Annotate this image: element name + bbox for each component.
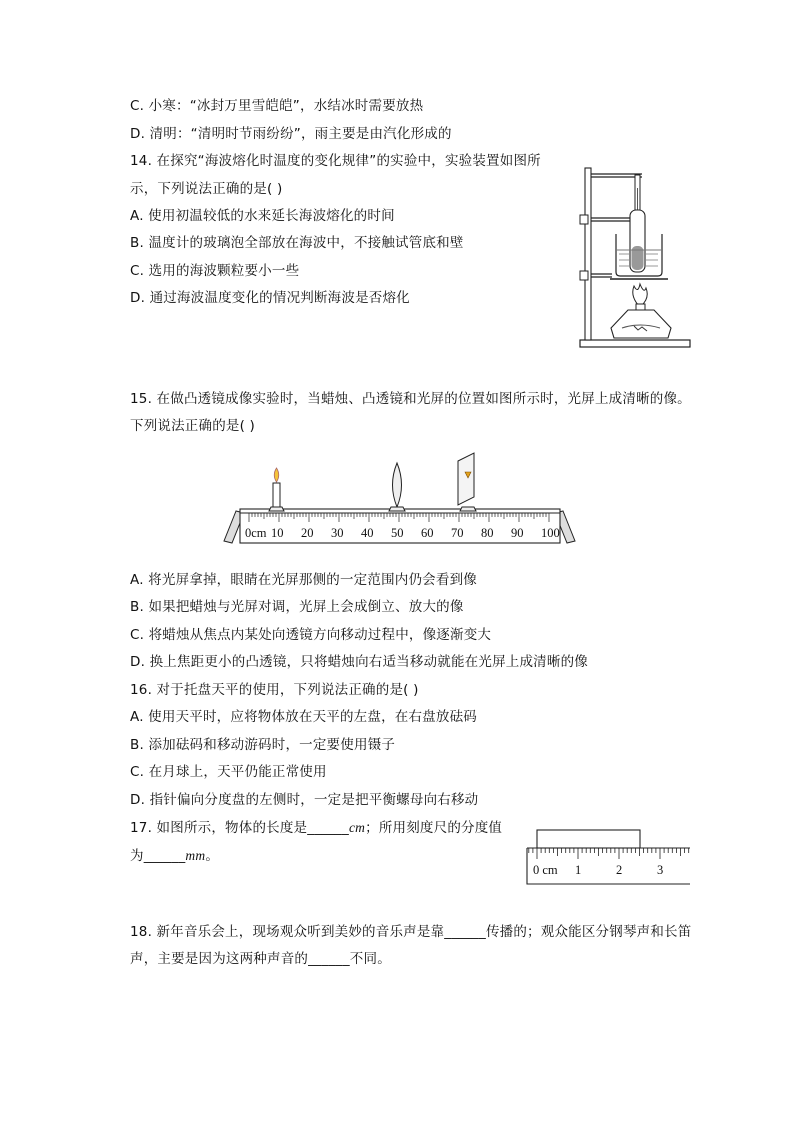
light-screen bbox=[458, 453, 474, 505]
ruler-label: 1 bbox=[575, 863, 582, 877]
q15-stem-line2: 下列说法正确的是( ) bbox=[130, 418, 256, 434]
q15-option-b: B. 如果把蜡烛与光屏对调，光屏上会成倒立、放大的像 bbox=[130, 599, 464, 615]
option-d-qingming: D. 清明：“清明时节雨纷纷”，雨主要是由汽化形成的 bbox=[130, 126, 452, 142]
q17-stem-line1 bbox=[130, 818, 502, 838]
bench-label: 50 bbox=[391, 526, 404, 540]
option-c-xiaohan: C. 小寒：“冰封万里雪皑皑”，水结冰时需要放热 bbox=[130, 98, 424, 114]
q17-stem-line2 bbox=[130, 846, 219, 866]
q17-line2-post: 。 bbox=[205, 848, 220, 864]
q15-stem-line1: 15. 在做凸透镜成像实验时，当蜡烛、凸透镜和光屏的位置如图所示时，光屏上成清晰的像。 bbox=[130, 391, 691, 407]
candle-flame bbox=[274, 468, 279, 482]
bench-label: 80 bbox=[481, 526, 494, 540]
q16-option-c: C. 在月球上，天平仍能正常使用 bbox=[130, 764, 327, 780]
stand-rod bbox=[585, 168, 591, 340]
melting-apparatus-figure bbox=[572, 158, 694, 356]
q14-stem-line2: 示，下列说法正确的是( ) bbox=[130, 181, 283, 197]
ruler-figure bbox=[526, 828, 692, 886]
optical-bench-figure bbox=[222, 445, 577, 545]
q17-line2-pre: 为______ bbox=[130, 848, 186, 864]
q17-unit-cm: cm bbox=[348, 820, 366, 835]
q14-option-a: A. 使用初温较低的水来延长海波熔化的时间 bbox=[130, 208, 395, 224]
candle bbox=[273, 483, 280, 507]
measured-object bbox=[537, 830, 640, 848]
bench-label: 0cm bbox=[245, 526, 267, 540]
bench-label: 10 bbox=[271, 526, 284, 540]
bench-label: 30 bbox=[331, 526, 344, 540]
q15-option-d: D. 换上焦距更小的凸透镜，只将蜡烛向右适当移动就能在光屏上成清晰的像 bbox=[130, 654, 588, 670]
q18-line2: 声，主要是因为这两种声音的______不同。 bbox=[130, 951, 391, 967]
alcohol-lamp bbox=[611, 310, 671, 338]
bench-scale-labels bbox=[222, 526, 577, 542]
q17-unit-mm: mm bbox=[185, 848, 206, 863]
q14-option-c: C. 选用的海波颗粒要小一些 bbox=[130, 263, 300, 279]
q14-option-b: B. 温度计的玻璃泡全部放在海波中，不接触试管底和壁 bbox=[130, 235, 464, 251]
flame bbox=[633, 284, 647, 306]
q18-line1: 18. 新年音乐会上，现场观众听到美妙的音乐声是靠______传播的；观众能区分钢琴声和长笛 bbox=[130, 924, 692, 940]
ruler-label: 3 bbox=[657, 863, 664, 877]
ruler-ticks bbox=[529, 848, 689, 859]
q15-option-c: C. 将蜡烛从焦点内某处向透镜方向移动过程中，像逐渐变大 bbox=[130, 627, 492, 643]
stand-base bbox=[580, 340, 690, 347]
q16-option-d: D. 指针偏向分度盘的左侧时，一定是把平衡螺母向右移动 bbox=[130, 792, 479, 808]
ruler-label: 0 cm bbox=[533, 863, 558, 877]
bench-label: 70 bbox=[451, 526, 464, 540]
q16-option-b: B. 添加砝码和移动游码时，一定要使用镊子 bbox=[130, 737, 396, 753]
bench-label: 20 bbox=[301, 526, 314, 540]
q16-stem: 16. 对于托盘天平的使用，下列说法正确的是( ) bbox=[130, 682, 419, 698]
ruler-label: 2 bbox=[616, 863, 623, 877]
q14-stem-line1: 14. 在探究“海波熔化时温度的变化规律”的实验中，实验装置如图所 bbox=[130, 153, 541, 169]
bench-label: 100 bbox=[541, 526, 560, 540]
q17-stem-post: ；所用刻度尺的分度值 bbox=[365, 820, 503, 836]
bench-label: 90 bbox=[511, 526, 524, 540]
bench-label: 40 bbox=[361, 526, 374, 540]
convex-lens bbox=[393, 463, 402, 507]
q17-stem-pre: 17. 如图所示，物体的长度是______ bbox=[130, 820, 349, 836]
q16-option-a: A. 使用天平时，应将物体放在天平的左盘，在右盘放砝码 bbox=[130, 709, 477, 725]
q15-option-a: A. 将光屏拿掉，眼睛在光屏那侧的一定范围内仍会看到像 bbox=[130, 572, 477, 588]
ruler-scale-labels bbox=[526, 863, 692, 879]
bench-label: 60 bbox=[421, 526, 434, 540]
q14-option-d: D. 通过海波温度变化的情况判断海波是否熔化 bbox=[130, 290, 410, 306]
